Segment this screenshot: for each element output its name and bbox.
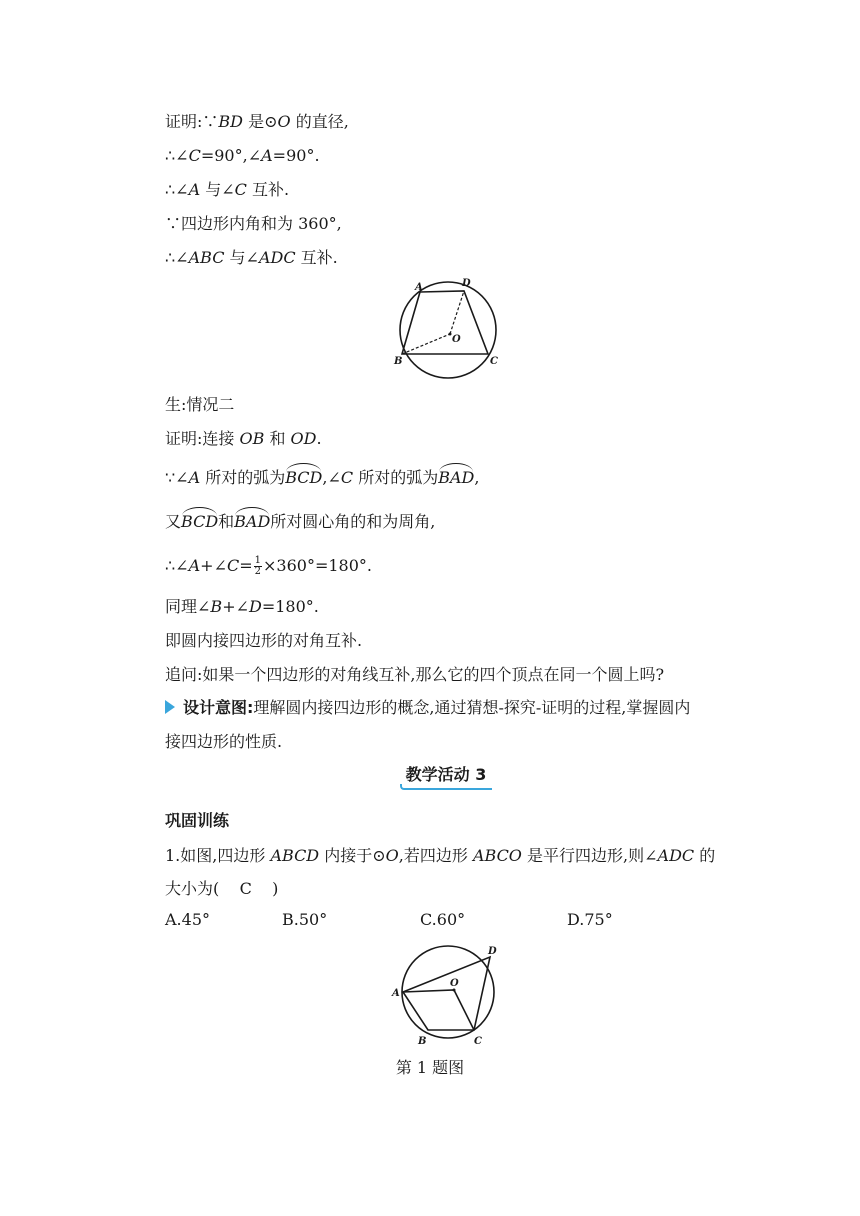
label-c: C bbox=[474, 1036, 482, 1047]
text: 与∠ bbox=[200, 180, 235, 199]
var: B bbox=[210, 597, 223, 616]
design-line2: 接四边形的性质. bbox=[165, 732, 283, 751]
var: BD bbox=[218, 112, 243, 131]
text: ∴∠ bbox=[165, 248, 189, 267]
text: 1.如图,四边形 bbox=[165, 846, 271, 865]
var: ADC bbox=[657, 846, 695, 865]
text: ∴∠ bbox=[165, 180, 189, 199]
text: ∵∠ bbox=[165, 468, 189, 487]
label-d: D bbox=[462, 278, 471, 289]
var: A bbox=[188, 468, 201, 487]
design-label: 设计意图: bbox=[183, 698, 254, 717]
case2-line1 bbox=[165, 428, 322, 450]
var: ABCO bbox=[472, 846, 522, 865]
text: 和 bbox=[218, 512, 235, 531]
var: OD bbox=[290, 429, 317, 448]
text: 证明:∵ bbox=[165, 112, 219, 131]
text: . bbox=[316, 429, 322, 448]
option-d: D.75° bbox=[567, 910, 613, 929]
design-triangle-icon bbox=[165, 700, 175, 714]
case2-line6: 即圆内接四边形的对角互补. bbox=[165, 631, 363, 650]
text: +∠ bbox=[222, 597, 249, 616]
option-a: A.45° bbox=[165, 910, 210, 929]
activity-title: 教学活动 3 bbox=[405, 765, 487, 784]
design-line1 bbox=[183, 697, 690, 719]
var: C bbox=[226, 556, 240, 575]
text: 证明:连接 bbox=[165, 429, 240, 448]
proof1-line5 bbox=[165, 247, 338, 269]
label-o: O bbox=[450, 978, 459, 989]
dashed-od bbox=[450, 291, 464, 334]
numerator: 1 bbox=[254, 555, 261, 566]
var: OB bbox=[239, 429, 265, 448]
fraction-half bbox=[254, 556, 262, 577]
q1-line1 bbox=[165, 845, 715, 867]
var: A bbox=[188, 180, 201, 199]
var: D bbox=[249, 597, 262, 616]
arc-bcd: BCD bbox=[181, 512, 219, 531]
text: ,若四边形 bbox=[398, 846, 473, 865]
text: =90°. bbox=[272, 146, 320, 165]
segments-ao-oc bbox=[403, 990, 474, 1030]
var: O bbox=[277, 112, 291, 131]
proof1-line2 bbox=[165, 145, 320, 167]
label-d: D bbox=[488, 946, 497, 957]
text: 是⊙ bbox=[243, 112, 278, 131]
denominator: 2 bbox=[254, 566, 261, 577]
text: 互补. bbox=[246, 180, 290, 199]
text: +∠ bbox=[200, 556, 227, 575]
case2-line2 bbox=[165, 467, 479, 489]
text: 内接于⊙ bbox=[319, 846, 386, 865]
text: 所对的弧为 bbox=[200, 468, 286, 487]
var: O bbox=[385, 846, 399, 865]
label-a: A bbox=[415, 282, 423, 293]
proof1-line4: ∵四边形内角和为 360°, bbox=[165, 214, 342, 233]
label-o: O bbox=[452, 334, 461, 345]
var: A bbox=[188, 556, 201, 575]
label-b: B bbox=[418, 1036, 427, 1047]
proof1-line3 bbox=[165, 179, 289, 201]
figure-caption: 第 1 题图 bbox=[395, 1058, 465, 1077]
arc-bcd: BCD bbox=[285, 468, 323, 487]
arc-bad: BAD bbox=[438, 468, 475, 487]
option-c: C.60° bbox=[420, 910, 466, 929]
activity-heading bbox=[400, 764, 492, 790]
dashed-ob bbox=[402, 334, 450, 354]
design-text: 理解圆内接四边形的概念,通过猜想-探究-证明的过程,掌握圆内 bbox=[253, 698, 691, 717]
text: =90°,∠ bbox=[200, 146, 262, 165]
text: 是平行四边形,则∠ bbox=[521, 846, 658, 865]
proof1-line1 bbox=[165, 111, 349, 133]
text: 互补. bbox=[295, 248, 338, 267]
text: 同理∠ bbox=[165, 597, 211, 616]
q1-options bbox=[165, 910, 725, 932]
var: ABCD bbox=[270, 846, 320, 865]
circle-o bbox=[400, 282, 496, 378]
label-c: C bbox=[490, 356, 498, 367]
label-b: B bbox=[394, 356, 403, 367]
option-b: B.50° bbox=[282, 910, 328, 929]
text: 的直径, bbox=[290, 112, 349, 131]
case2-line7: 追问:如果一个四边形的对角线互补,那么它的四个顶点在同一个圆上吗? bbox=[165, 665, 665, 684]
quadrilateral-abcd bbox=[402, 291, 488, 354]
var: ADC bbox=[258, 248, 296, 267]
var: A bbox=[261, 146, 273, 165]
practice-title: 巩固训练 bbox=[165, 811, 230, 830]
text: ×360°=180°. bbox=[263, 556, 372, 575]
var: C bbox=[234, 180, 247, 199]
case2-line4 bbox=[165, 555, 372, 577]
text: 又 bbox=[165, 512, 182, 531]
text: 与∠ bbox=[224, 248, 259, 267]
var: ABC bbox=[188, 248, 225, 267]
text: 和 bbox=[264, 429, 291, 448]
text: ∴∠ bbox=[165, 556, 189, 575]
var: C bbox=[340, 468, 354, 487]
figure-1-diagram bbox=[390, 276, 510, 386]
text: 所对圆心角的和为周角, bbox=[270, 512, 436, 531]
text: 的 bbox=[694, 846, 716, 865]
var: C bbox=[188, 146, 201, 165]
q1-line2: 大小为( C ) bbox=[165, 879, 279, 898]
heading-underline bbox=[400, 784, 492, 790]
label-a: A bbox=[392, 988, 400, 999]
case2-title: 生:情况二 bbox=[165, 395, 235, 414]
case2-line5 bbox=[165, 596, 319, 618]
figure-q1-diagram bbox=[388, 940, 510, 1052]
text: ,∠ bbox=[322, 468, 341, 487]
text: 所对的弧为 bbox=[353, 468, 439, 487]
text: =180°. bbox=[261, 597, 319, 616]
arc-bad: BAD bbox=[234, 512, 271, 531]
text: , bbox=[474, 468, 480, 487]
quadrilateral-abcd bbox=[403, 957, 490, 1030]
text: ∴∠ bbox=[165, 146, 189, 165]
case2-line3 bbox=[165, 511, 435, 533]
text: = bbox=[239, 556, 253, 575]
